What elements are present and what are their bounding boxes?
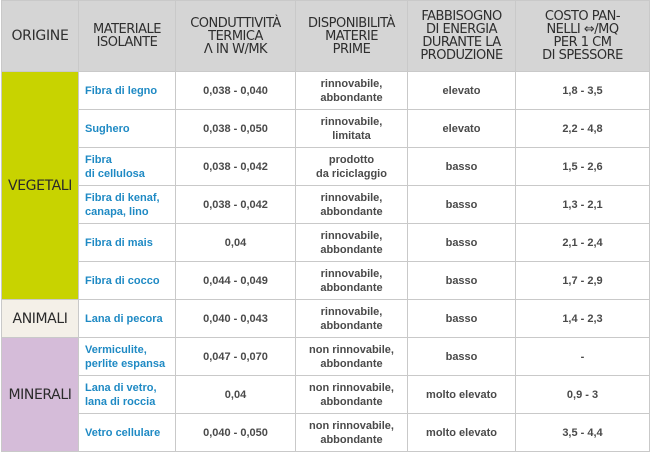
table-row [2,224,650,262]
availability-line: rinnovabile, [320,267,383,280]
header-line: PER 1 CM [553,35,612,50]
header-origine [2,1,79,72]
availability-cell [296,262,408,300]
material-name: di cellulosa [85,167,145,180]
group-label: ANIMALI [12,310,68,327]
conductivity-cell: 0,040 - 0,050 [176,414,296,452]
header-materiale [79,1,176,72]
energy-cell: elevato [408,72,516,110]
material-name: Fibra [85,153,112,166]
availability-line: rinnovabile, [320,305,383,318]
energy-cell: molto elevato [408,376,516,414]
header-row [2,1,650,72]
availability-line: abbondante [320,91,383,104]
availability-line: abbondante [320,205,383,218]
header-line: DURANTE LA [422,35,501,50]
cost-cell: 2,1 - 2,4 [516,224,650,262]
header-line: DISPONIBILITÀ [308,15,395,31]
header-line: DI SPESSORE [542,48,623,63]
material-name: perlite espansa [85,357,166,370]
material-name: Fibra di kenaf, [85,191,160,204]
group-minerali [2,338,79,452]
material-cell [79,148,176,186]
material-cell [79,262,176,300]
header-line: MATERIALE [93,22,161,37]
energy-cell: basso [408,148,516,186]
material-cell [79,72,176,110]
availability-line: abbondante [320,281,383,294]
table-row [2,338,650,376]
conductivity-cell: 0,047 - 0,070 [176,338,296,376]
availability-line: non rinnovabile, [309,343,394,356]
group-label: VEGETALI [8,177,72,194]
table-row [2,186,650,224]
material-name: Lana di pecora [85,312,163,325]
material-cell [79,338,176,376]
header-disponibilita [296,1,408,72]
conductivity-cell: 0,04 [176,376,296,414]
cost-cell: 1,8 - 3,5 [516,72,650,110]
header-line: Λ IN W/MK [203,41,268,57]
table-row [2,148,650,186]
group-label: MINERALI [8,386,72,403]
group-vegetali [2,72,79,300]
header-line: ISOLANTE [96,35,158,50]
cost-cell: 1,5 - 2,6 [516,148,650,186]
table-row [2,300,650,338]
table-row [2,262,650,300]
header-line: PRIME [332,41,371,57]
availability-line: abbondante [320,433,383,446]
energy-cell: elevato [408,110,516,148]
header-line: NELLI ⇔/MQ [546,22,619,37]
cost-cell: 1,4 - 2,3 [516,300,650,338]
material-name: Vermiculite, [85,343,147,356]
material-cell [79,110,176,148]
material-cell [79,414,176,452]
cost-cell: 1,3 - 2,1 [516,186,650,224]
material-name: Sughero [85,122,130,135]
availability-line: limitata [332,129,371,142]
energy-cell: basso [408,338,516,376]
availability-line: da riciclaggio [316,167,387,180]
availability-cell [296,72,408,110]
availability-line: rinnovabile, [320,115,383,128]
material-name: canapa, lino [85,205,149,218]
conductivity-cell: 0,038 - 0,042 [176,186,296,224]
header-line: FABBISOGNO [421,9,502,24]
material-name: Vetro cellulare [85,426,161,439]
availability-cell [296,148,408,186]
availability-line: abbondante [320,395,383,408]
header-line: MATERIE [325,28,378,44]
availability-cell [296,376,408,414]
insulation-materials-table [1,0,650,452]
header-line: COSTO PAN- [544,9,621,24]
cost-cell: 3,5 - 4,4 [516,414,650,452]
material-name: Fibra di legno [85,84,158,97]
availability-cell [296,338,408,376]
availability-line: abbondante [320,243,383,256]
header-conduttivita [176,1,296,72]
header-fabbisogno [408,1,516,72]
conductivity-cell: 0,044 - 0,049 [176,262,296,300]
availability-line: non rinnovabile, [309,381,394,394]
availability-line: abbondante [320,319,383,332]
group-animali [2,300,79,338]
material-name: lana di roccia [85,395,156,408]
availability-cell [296,186,408,224]
material-name: Lana di vetro, [85,381,157,394]
cost-cell: 0,9 - 3 [516,376,650,414]
energy-cell: basso [408,224,516,262]
availability-line: abbondante [320,357,383,370]
cost-cell: 1,7 - 2,9 [516,262,650,300]
availability-cell [296,224,408,262]
table-row [2,376,650,414]
conductivity-cell: 0,038 - 0,040 [176,72,296,110]
material-cell [79,300,176,338]
material-cell [79,224,176,262]
energy-cell: basso [408,300,516,338]
material-cell [79,186,176,224]
header-origine-label: ORIGINE [11,27,69,44]
cost-cell: 2,2 - 4,8 [516,110,650,148]
conductivity-cell: 0,038 - 0,042 [176,148,296,186]
header-line: TERMICA [208,28,263,44]
material-name: Fibra di cocco [85,274,160,287]
cost-cell: - [516,338,650,376]
material-cell [79,376,176,414]
table-row [2,72,650,110]
availability-line: prodotto [328,153,375,166]
availability-line: rinnovabile, [320,191,383,204]
energy-cell: basso [408,262,516,300]
header-line: CONDUTTIVITÀ [190,15,281,31]
conductivity-cell: 0,04 [176,224,296,262]
availability-line: rinnovabile, [320,77,383,90]
table-row [2,110,650,148]
energy-cell: molto elevato [408,414,516,452]
availability-line: non rinnovabile, [309,419,394,432]
table-row [2,414,650,452]
header-line: DI ENERGIA [426,22,497,37]
availability-cell [296,110,408,148]
conductivity-cell: 0,038 - 0,050 [176,110,296,148]
availability-cell [296,414,408,452]
conductivity-cell: 0,040 - 0,043 [176,300,296,338]
header-line: PRODUZIONE [420,48,503,63]
energy-cell: basso [408,186,516,224]
availability-line: rinnovabile, [320,229,383,242]
availability-cell [296,300,408,338]
material-name: Fibra di mais [85,236,153,249]
header-costo [516,1,650,72]
